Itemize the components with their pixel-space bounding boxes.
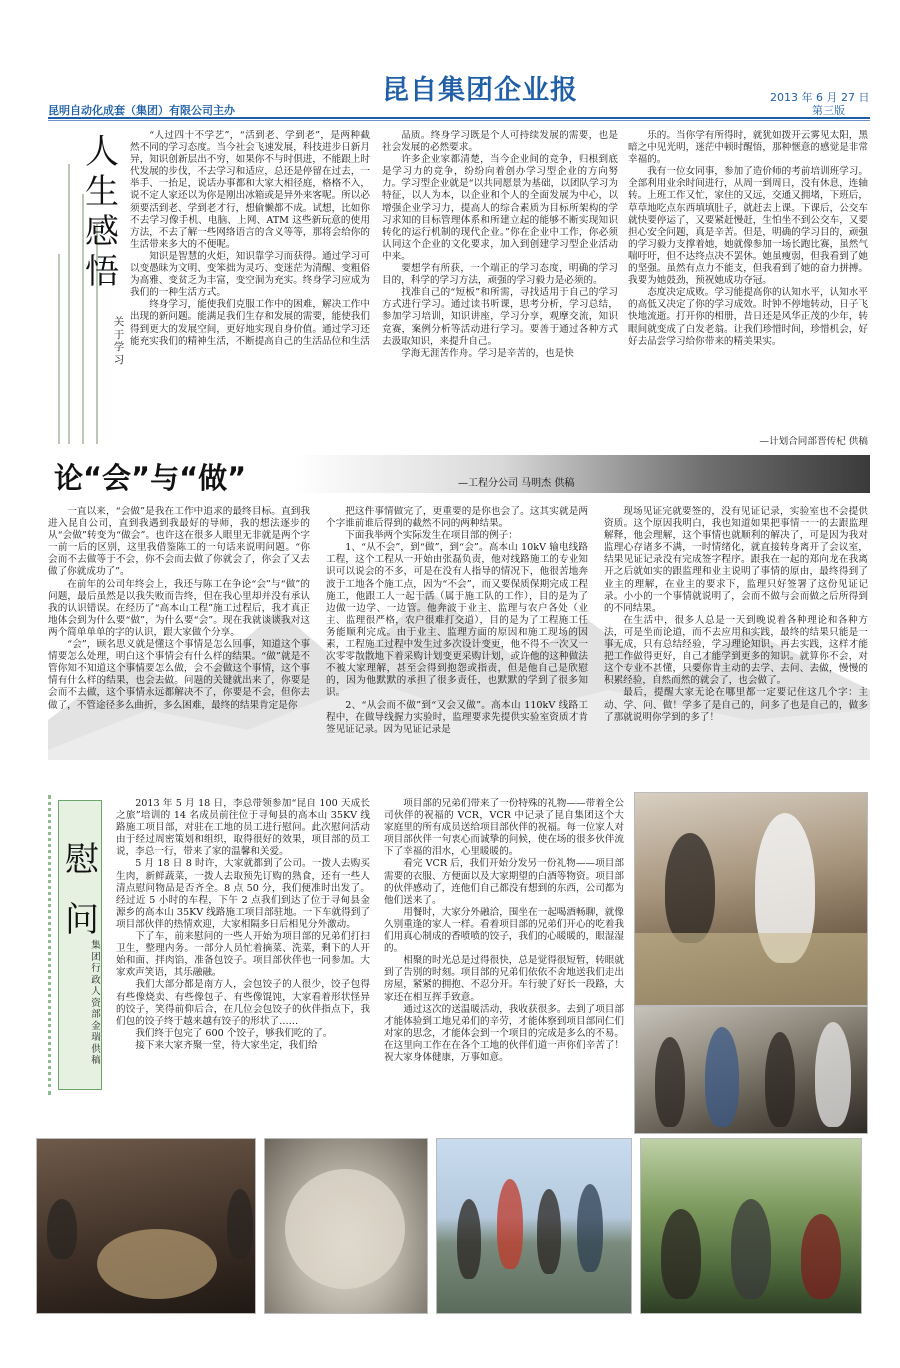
photo-group-indoor <box>634 1006 868 1134</box>
article-column-1 <box>48 506 310 788</box>
page-number: 第三版 <box>812 104 845 117</box>
paragraph: 要想学有所获，一个端正的学习态度，明确的学习目的，科学的学习方法，顽强的学习毅力是必须的。 <box>382 263 618 287</box>
paragraph: 下了车，前来慰问的一些人开始为项目部的兄弟们打扫卫生，整理内务。一部分人员忙着摘菜、洗菜，剩下的人开始和面、拌肉馅，准备包饺子。项目部伙伴也一同参加。大家欢声笑语，其乐融融。 <box>116 931 370 979</box>
photo-dumplings-plate <box>264 1138 428 1314</box>
paragraph: 态度决定成败。学习能提高你的认知水平，认知水平的高低又决定了你的学习成效。时钟不停地转动，日子飞快地流逝。打开你的相册，昔日还是风华正茂的少年，转眼间就变成了白发老翁。让我们珍惜时间，珍惜机会，好好去品尝学习给你带来的精美果实。 <box>628 287 868 347</box>
paragraph: 用餐时，大家分外融洽，围坐在一起喝酒畅聊，就像久别重逢的家人一样。看着项目部的兄弟们开心的吃着我们用真心制成的香喷喷的饺子，我们的心暖暖的，眼湿湿的。 <box>384 906 624 955</box>
paragraph: 2013 年 5 月 18 日，李总带领参加“昆自 100 天成长之旅”培训的 14 名成员前往位于寻甸县的高本山 35KV 线路施工项目部，对驻在工地的员工进行慰问。此次慰问活动由于经过周密策划和组织，取得很好的效果，项目部的员工说，李总一行，带来了家的温馨和关爱。 <box>116 798 370 858</box>
paragraph: 现场见证完就要签的，没有见证记录，实验室也不会提供资质。这个原因我明白，我也知道如果把事情一一的去跟监理解释，他会理解，这个事情也就顺利的解决了，可是因为我对监理心存诸多不满，一时情绪化，就直接转身离开了会议室，结果见证记录没有完成签字程序。跟我在一起的郑向龙在我离开之后就如实的跟监理和业主说明了事情的原由，最终得到了业主的理解，在业主的要求下，监理只好签署了这份见证记录。小小的一个事情就说明了，会而不做与会而做之后所得到的不同结果。 <box>604 506 868 614</box>
article-credit: —工程分公司 马明杰 供稿 <box>458 478 575 489</box>
article-column-3 <box>628 130 868 434</box>
paragraph: 学海无涯苦作舟。学习是辛苦的，也是快 <box>401 347 574 359</box>
paragraph: 把这件事情做完了，更重要的是你也会了。这其实就是两个字谁前谁后得到的截然不同的两种结果。 <box>326 506 588 530</box>
title-char: 感 <box>85 212 119 252</box>
paragraph: 终身学习，能使我们克服工作中的困难，解决工作中出现的新问题。能满足我们生存和发展的需要，能使我们得到更大的发展空间，更好地实现自身价值。通过学习还能充实我们的精神生活，不断提高自己的生活品位和生活 <box>130 299 370 347</box>
paragraph: 乐的。当你学有所得时，就犹如拨开云雾见太阳，黑暗之中见光明，迷茫中顿时醒悟，那种惬意的感觉是非常幸福的。 <box>628 130 868 166</box>
article-column-1 <box>130 130 370 448</box>
masthead-rule <box>48 117 870 119</box>
paragraph: 我们大部分都是南方人，会包饺子的人很少，饺子包得有些像烧卖、有些像包子、有些像馄饨，大家看着形状怪异的饺子，笑得前仰后合，在几位会包饺子的伙伴指点下，我们包的饺子终于越来越有饺子的形状了…… <box>116 979 370 1027</box>
masthead-rule-thin <box>48 120 870 121</box>
dotted-border <box>48 795 56 1095</box>
photo-making-dumplings <box>634 792 868 1006</box>
paragraph: 在生活中，很多人总是一天到晚说着各种理论和各种方法，可是坐而论道，而不去应用和实践，最终的结果只能是一事无成，只有总结经验，学习理论知识，再去实践，这样才能把工作做得更好，自己才能学到更多的知识。就算你不会，对这个专业不甚懂，只要你肯主动的去学、去问、去做，慢慢的积累经验，自然而然的就会了，也会做了。 <box>604 614 868 687</box>
section-life-insight <box>48 124 870 450</box>
title-char: 问 <box>65 900 99 940</box>
paragraph: 项目部的兄弟们带来了一份特殊的礼物——带着全公司伙伴的祝福的 VCR，VCR 中记录了昆自集团这个大家庭里的所有成员送给项目部伙伴的祝福。每一位家人对项目部伙伴一句衷心而诚挚的问候，使在场的很多伙伴流下了幸福的泪水，心里暖暖的。 <box>384 798 624 858</box>
title-char: 人 <box>85 132 119 172</box>
photo-dinner-table <box>36 1138 256 1314</box>
article-column-2 <box>326 506 588 788</box>
photo-outdoor-group <box>640 1138 862 1314</box>
paragraph: 相聚的时光总是过得很快，总是觉得很短暂，转眼就到了告别的时刻。项目部的兄弟们依依不舍地送我们走出房屋，紧紧的拥抱、不忍分开。车行驶了好长一段路，大家还在相互挥手致意。 <box>384 955 624 1003</box>
paragraph: 接下来大家齐聚一堂，待大家坐定，我们给 <box>135 1039 318 1051</box>
section-title: 论“会”与“做” <box>54 461 247 495</box>
paragraph: 知识是智慧的火炬，知识靠学习而获得。通过学习可以变愚昧为文明、变笨拙为灵巧、变迷茫为清醒、变粗俗为高雅、变贫乏为丰富，变空洞为充实。终身学习应成为我们的一种生活方式。 <box>130 250 370 299</box>
paragraph: 2、“从会而不做”到“又会又做”。高本山 110kV 线路工程中，在做导线握力实验时，监理要求先提供实验室资质才肯签见证记录。因为见证记录是 <box>326 699 588 735</box>
paragraph: 我们终于包完了 600 个饺子，够我们吃的了。 <box>135 1027 333 1039</box>
paragraph: “会”，顾名思义就是懂这个事情是怎么回事，知道这个事情要怎么处理，明白这个事情会有什么样的结果。“做”就是不管你知不知道这个事情要怎么做，会不会做这个事情，这个事情有什么样的结果，也会去做。问题的关键就出来了，你要是会而不去做，这个事情永远都解决不了，你要是不会，但你去做了，不管途径多么曲折，多么困难，最终的结果肯定是你 <box>48 639 310 711</box>
photo-team-jumping <box>436 1138 632 1314</box>
title-char: 生 <box>85 172 119 212</box>
paragraph: 许多企业家都清楚，当今企业间的竞争，归根到底是学习力的竞争，纷纷向着创办学习型企业的方向努力。学习型企业就是“以共同愿景为基础，以团队学习为特征，以人为本，以企业和个人的全面发展为中心，以增强企业学习力，提高人的综合素质为目标所架构的学习求知的目标管理体系和所建立起的能够不断实现知识转化的运行机制的现代企业。”你在企业中工作，你必须认同这个企业的文化要求，加入到创建学习型企业活动中来。 <box>382 154 618 262</box>
paragraph: 下面我举两个实际发生在项目部的例子： <box>345 530 518 542</box>
article-column-1 <box>116 798 370 1128</box>
paragraph: 找准自己的“短板”和所需，寻找适用于自己的学习方式进行学习。通过读书听课，思考分析，学习总结，参加学习培训，知识讲座，学习分享，观摩交流，知识竞赛，案例分析等活动进行学习。要善于通过各种方式去汲取知识，来提升自己。 <box>382 287 618 347</box>
paragraph: 最后，提醒大家无论在哪里都一定要记住这几个字：主动、学、问、做！学多了是自己的，问多了也是自己的，做多了那就说明你学到的多了！ <box>604 687 868 723</box>
paragraph: 看完 VCR 后，我们开始分发另一份礼物——项目部需要的衣服、方便面以及大家期望的白酒等物资。项目部的伙伴感动了，连他们自己都没有想到的东西，公司都为他们送来了。 <box>384 858 624 906</box>
paragraph: 在前年的公司年终会上，我还与陈工在争论“会”与“做”的问题，最后虽然是以我失败而告终，但在我心里却并没有承认我的认识错误。在经历了“高本山工程”施工过程后，我才真正地体会到为什么要“做”，为什么要“会”。现在我就谈谈我对这两个简单单单的字的认识，跟大家做个分享。 <box>48 578 310 638</box>
paragraph: 1、“从不会”，到“做”，到“会”。高本山 10kV 输电线路工程，这个工程从一开始由张磊负责，他对线路施工的专业知识可以说会的不多，可是在没有人指导的情况下，他很苦地奔波于工地各个施工点，因为“不会”，而又要保质保期完成工程施工，他跟工人一起干活（属于施工队的工作），目的是为了边做一边学、一边管。他奔波于业主、监理与农户各处（业主、监理很严格，农户很难打交道），目的是为了工程施工任务能顺利完成。由于业主、监理方面的原因和施工现场的因素，工程施工过程中发生过多次设计变更，他不得不一次又一次零零散散地下着采购计划变更采购计划，或许他的这种做法不被大家理解，甚至会得到抱怨或指责，但是他自己是欣慰的，因为他默默的承担了很多责任，也默默的学到了很多知识。 <box>326 542 588 699</box>
section-subtitle: 集团行政人资部 金瑞 供稿 <box>91 940 101 1066</box>
section-title-vertical <box>60 840 104 940</box>
article-column-2 <box>382 130 618 448</box>
paragraph: 通过这次的送温暖活动，我收获很多。去到了项目部才能体验到工地兄弟们的辛劳，才能体察到项目部同仁们对家的思念，才能体会到一个项目的完成是多么的不易。在这里向工作在在各个工地的伙伴们道一声你们辛苦了！祝大家身体健康，万事如意。 <box>384 1003 624 1063</box>
article-column-2 <box>384 798 624 1128</box>
paragraph: “人过四十不学艺”，“活到老、学到老”，是两种截然不同的学习态度。当今社会飞速发展，科技进步日新月异，知识创新层出不穷，如果你不与时俱进，不能跟上时代发展的步伐，不去学习和适应，总还是停留在过去，一举手、一抬足，说话办事都和大家大相径庭，格格不入，说不定人家还以为你是刚出冰箱或是异外来客呢。所以必须要活到老、学到老才行，想偷懒都不成。试想，比如你不去学习像手机、电脑、上网、ATM 这些新玩意的使用方法，不去了解一些网络语言的含义等等，那将会给你的生活带来多大的不便呢。 <box>130 130 370 250</box>
issue-date: 2013 年 6 月 27 日 <box>770 91 870 104</box>
title-char: 慰 <box>65 840 99 880</box>
paragraph: 一直以来，“会做”是我在工作中追求的最终目标。直到我进入昆自公司，直到我遇到我最好的导师，我的想法逐步的从“会做”转变为“做会”。也许这在很多人眼里无非就是两个字一前一后的区别，这里我借鉴陈工的一句话来说明问题。“你会而不去做等于不会，你不会而去做了你就会了，你会了又去做了你就成功了”。 <box>48 506 310 578</box>
article-column-3 <box>604 506 868 788</box>
newspaper-title: 昆自集团企业报 <box>382 75 578 106</box>
title-char: 悟 <box>85 252 119 292</box>
article-credit: —计划合同部晋传杞 供稿 <box>759 436 868 447</box>
paragraph: 我有一位女同事，参加了造价师的考前培训班学习。全部利用业余时间进行，从周一到周日，没有休息，连轴转。上班工作又忙，家住的又远，交通又拥堵，下班后，草草地吃点东西填填肚子，就赶去上课。下课后，公交车就快要停运了，又要紧赶慢赶，生怕坐不到公交车，又要担心安全问题，真是辛苦。但是，明确的学习目的，顽强的学习毅力支撑着她，她就像参加一场长跑比赛，虽然气喘吁吁，但不达终点决不罢休。她虽瘦弱，但我看到了她的坚强。虽然有点力不能支，但我看到了她的奋力拼搏。我要为她鼓劲，预祝她成功夺冠。 <box>628 166 868 287</box>
section-title-vertical <box>80 132 124 292</box>
section-subtitle: 关于学习 <box>113 316 125 366</box>
paragraph: 品质。终身学习既是个人可持续发展的需要，也是社会发展的必然要求。 <box>382 130 618 154</box>
paragraph: 5 月 18 日 8 时许，大家就都到了公司。一拨人去购买生肉，新鲜蔬菜，一拨人去取预先订购的熟食，还有一些人清点慰问物品是否齐全。8 点 50 分，我们便准时出发了。经过近 5 小时的车程，下午 2 点我们到达了位于寻甸县金源乡的高本山 35KV 线路施工项目部驻地。一下车就得到了项目部伙伴的热情欢迎，大家相隔多日后相见分外激动。 <box>116 858 370 930</box>
sponsor-line: 昆明自动化成套（集团）有限公司主办 <box>48 104 235 117</box>
